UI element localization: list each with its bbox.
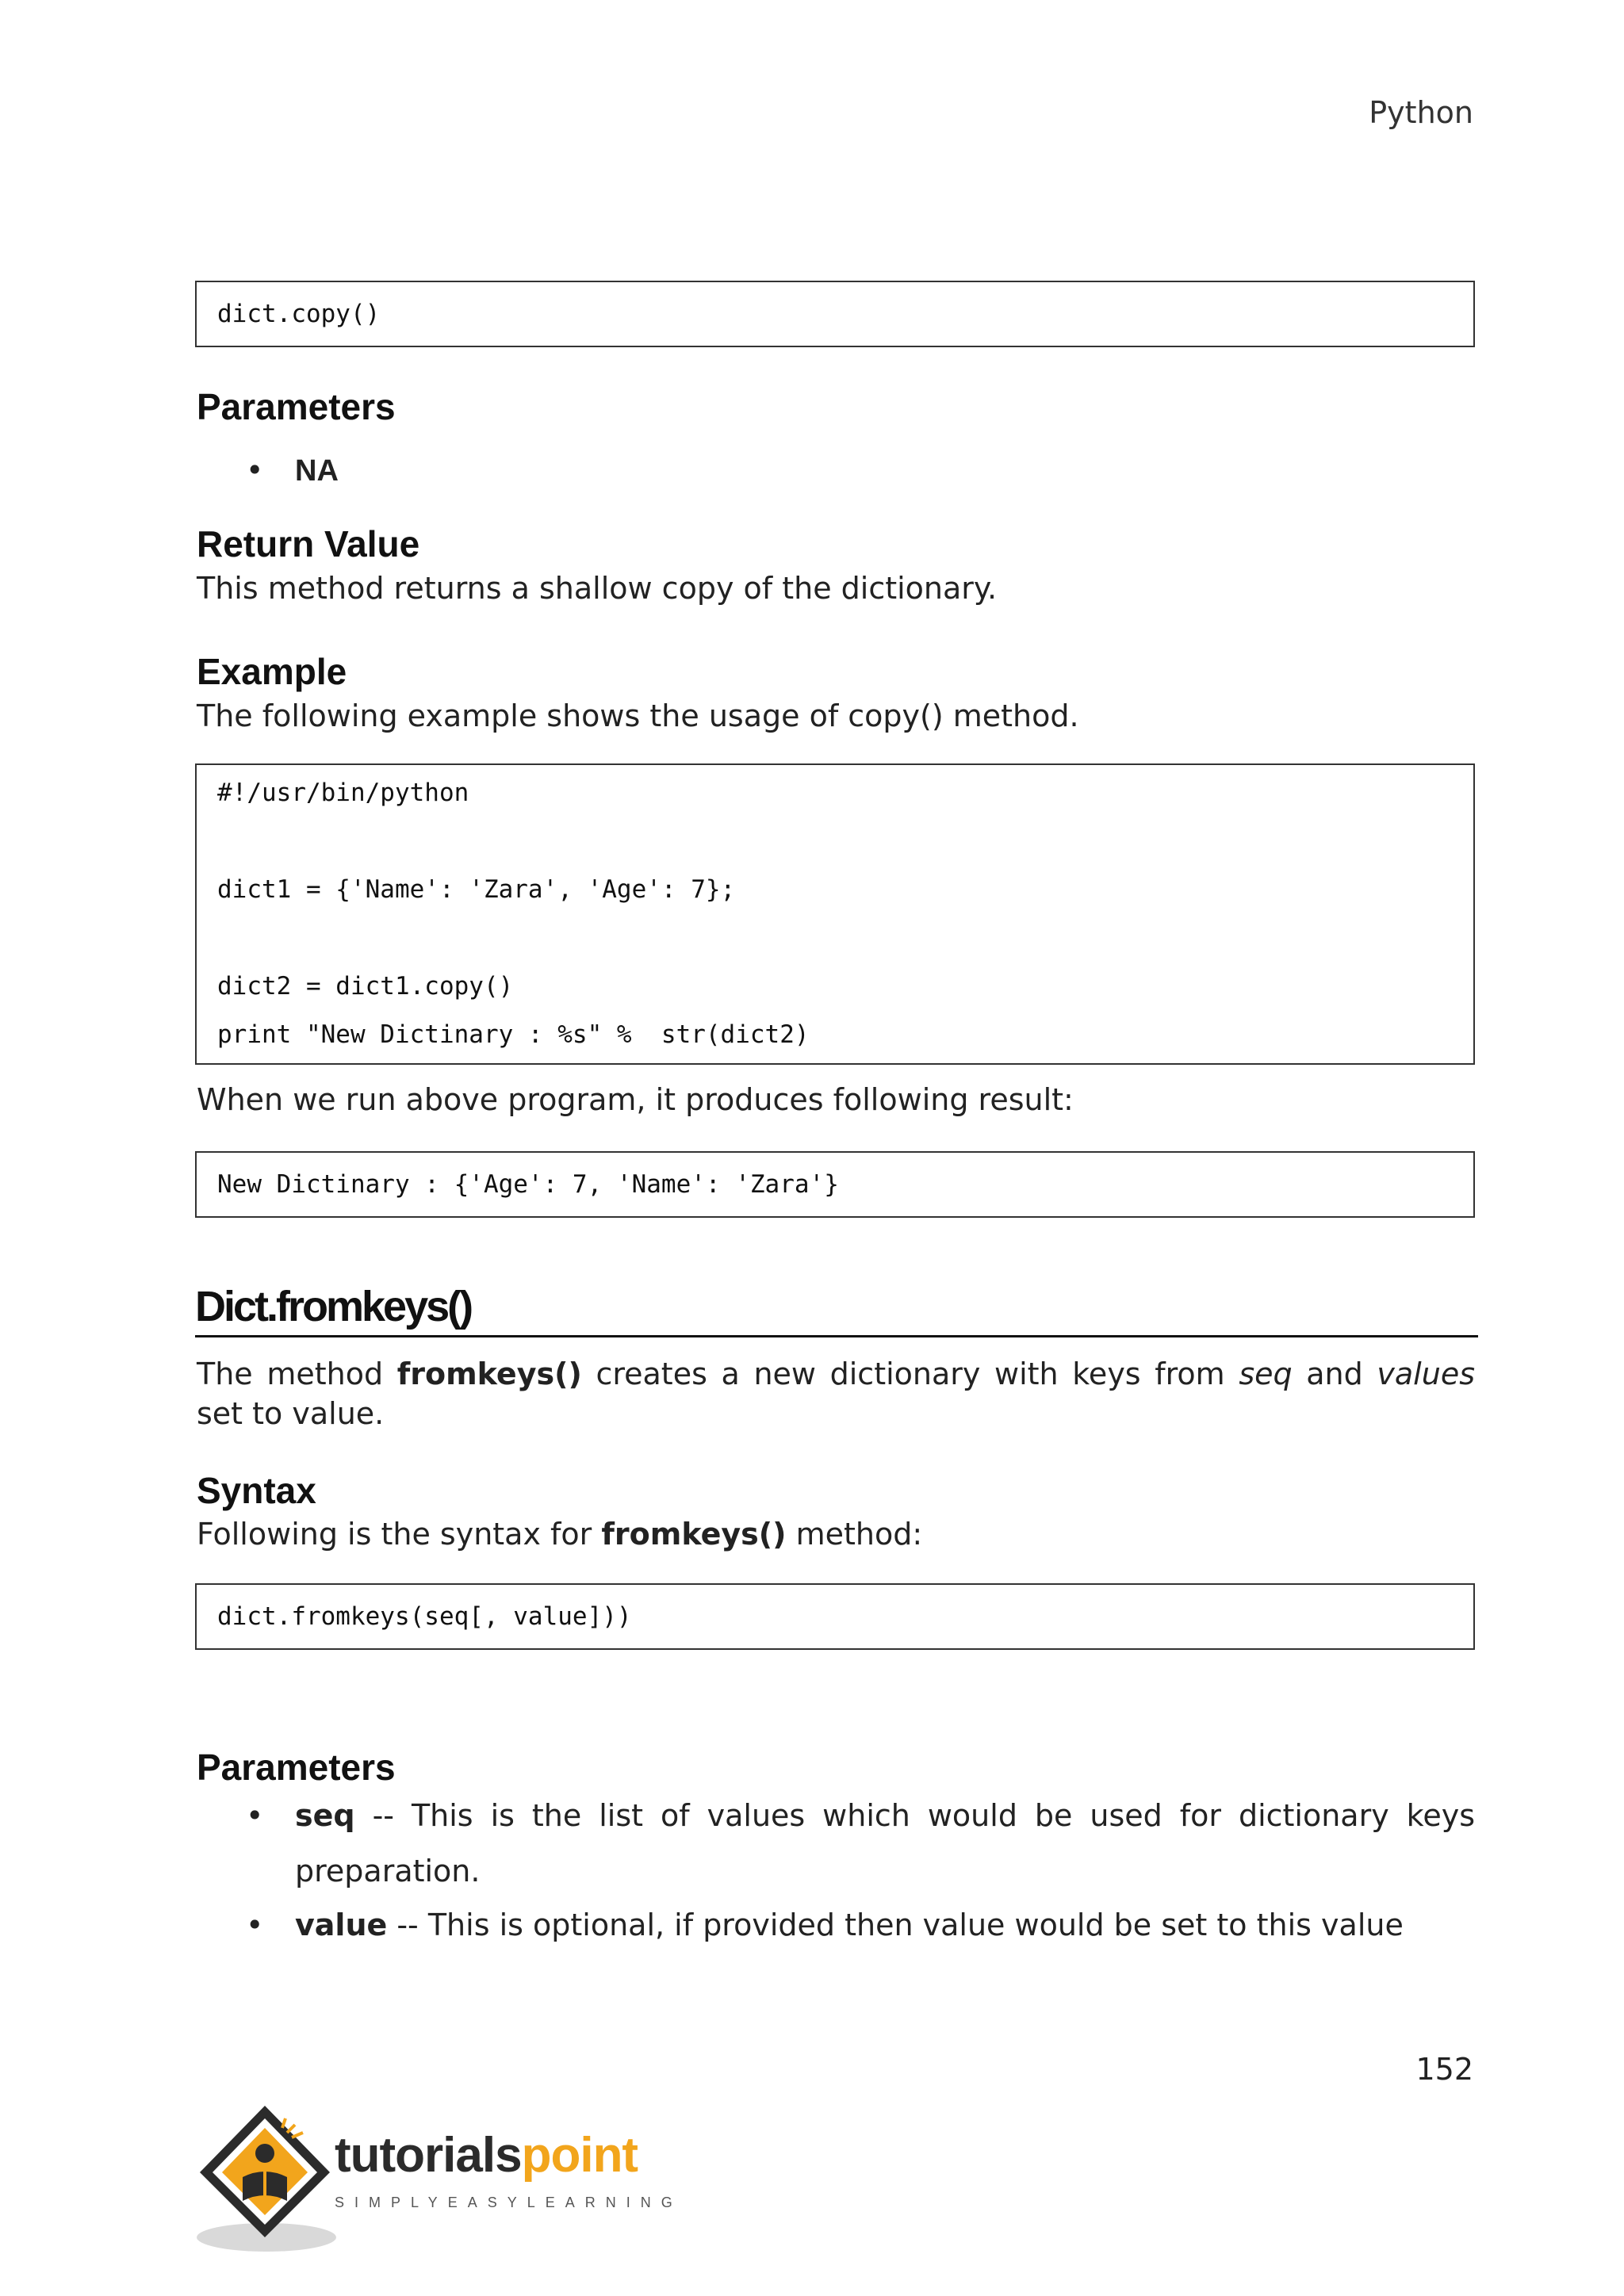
code-line: dict2 = dict1.copy() bbox=[217, 972, 514, 1001]
fromkeys-parameter-item bbox=[246, 1788, 1475, 1899]
code-blank-line bbox=[217, 914, 1453, 962]
return-value-text: This method returns a shallow copy of the dictionary. bbox=[197, 571, 998, 606]
bullet-icon: • bbox=[246, 1908, 264, 1942]
parameter-description: -- This is the list of values which would be used for dictionary keys preparation. bbox=[295, 1798, 1475, 1888]
text-run: Following is the syntax for bbox=[197, 1517, 602, 1552]
example-intro-text: The following example shows the usage of copy() method. bbox=[197, 698, 1079, 733]
code-line: dict1 = {'Name': 'Zara', 'Age': 7}; bbox=[217, 875, 736, 904]
syntax-heading: Syntax bbox=[197, 1470, 316, 1511]
italic-term: seq bbox=[1239, 1357, 1293, 1391]
parameter-description: -- This is optional, if provided then value would be set to this value bbox=[387, 1908, 1404, 1942]
result-intro-text: When we run above program, it produces following result: bbox=[197, 1082, 1074, 1117]
text-run: creates a new dictionary with keys from bbox=[581, 1357, 1239, 1391]
logo-word-main: tutorials bbox=[335, 2128, 522, 2183]
logo-emblem-icon bbox=[193, 2101, 336, 2260]
copy-parameter-item bbox=[246, 442, 1475, 499]
bullet-icon: • bbox=[246, 453, 264, 488]
code-line: New Dictinary : {'Age': 7, 'Name': 'Zara'} bbox=[217, 1170, 839, 1199]
method-name: fromkeys() bbox=[601, 1517, 787, 1552]
code-blank-line bbox=[217, 817, 1453, 866]
text-run: and bbox=[1292, 1357, 1377, 1391]
return-value-heading: Return Value bbox=[197, 523, 420, 564]
page-number: 152 bbox=[1415, 2052, 1473, 2087]
fromkeys-parameter-item bbox=[246, 1897, 1475, 1953]
method-name: fromkeys() bbox=[396, 1357, 582, 1391]
example-heading: Example bbox=[197, 651, 347, 692]
text-run: method: bbox=[786, 1517, 923, 1552]
logo-tagline: SIMPLYEASYLEARNING bbox=[335, 2195, 683, 2210]
fromkeys-section-title: Dict.fromkeys() bbox=[195, 1283, 1478, 1337]
tutorialspoint-logo bbox=[193, 2101, 701, 2260]
parameter-term: value bbox=[295, 1908, 388, 1942]
example-code-block bbox=[195, 763, 1475, 1065]
parameter-term: seq bbox=[295, 1798, 355, 1833]
code-line: dict.fromkeys(seq[, value])) bbox=[217, 1602, 632, 1631]
copy-parameters-heading: Parameters bbox=[197, 386, 396, 427]
text-run: set to value. bbox=[197, 1396, 385, 1431]
fromkeys-parameters-heading: Parameters bbox=[197, 1747, 396, 1788]
logo-wordmark bbox=[335, 2128, 638, 2183]
code-line: print "New Dictinary : %s" % str(dict2) bbox=[217, 1020, 810, 1049]
copy-syntax-code-block bbox=[195, 281, 1475, 347]
code-line: dict.copy() bbox=[217, 300, 381, 328]
parameter-term: NA bbox=[295, 454, 339, 488]
fromkeys-syntax-code-block bbox=[195, 1583, 1475, 1650]
code-line: #!/usr/bin/python bbox=[217, 779, 469, 807]
syntax-intro-text bbox=[197, 1514, 1475, 1554]
result-output-block bbox=[195, 1151, 1475, 1218]
logo-word-accent: point bbox=[521, 2128, 638, 2183]
bullet-icon: • bbox=[246, 1798, 264, 1833]
running-header-title: Python bbox=[1369, 95, 1473, 130]
text-run: The method bbox=[197, 1357, 397, 1391]
fromkeys-intro-text bbox=[197, 1354, 1475, 1433]
italic-term: values bbox=[1377, 1357, 1475, 1391]
